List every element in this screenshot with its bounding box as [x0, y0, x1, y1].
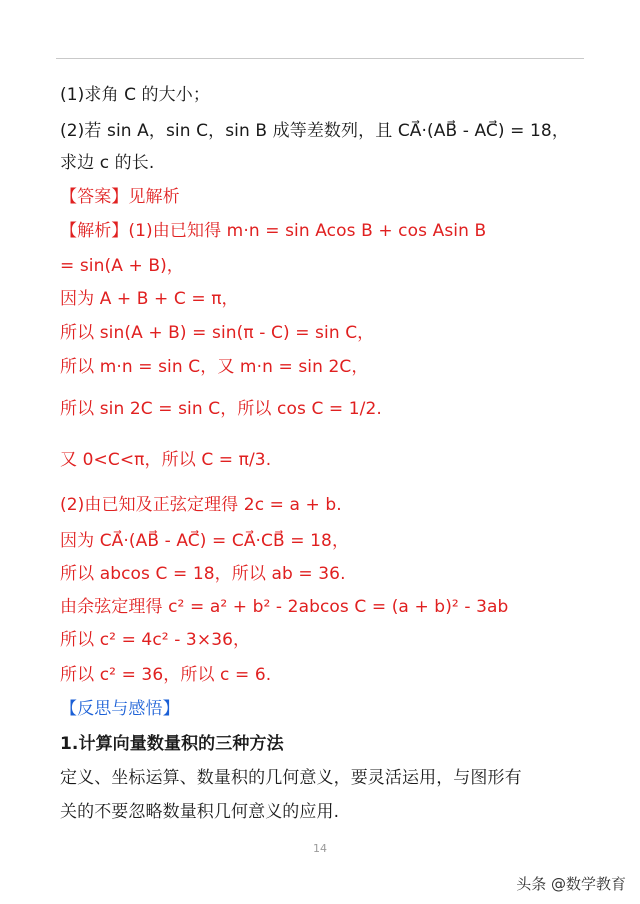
watermark: 头条 @数学教育	[516, 875, 626, 893]
answer-heading: 【答案】见解析	[60, 187, 180, 207]
solution-line: 所以 c² = 4c² - 3×36，	[60, 630, 251, 650]
solution-line: 又 0<C<π，所以 C = π/3.	[60, 450, 272, 470]
solution-line: 由余弦定理得 c² = a² + b² - 2abcos C = (a + b)² - 3ab	[60, 597, 509, 617]
solution-line: = sin(A + B)，	[60, 256, 184, 276]
solution-line: 所以 abcos C = 18，所以 ab = 36.	[60, 564, 346, 584]
question-part-2-cont: 求边 c 的长.	[60, 153, 155, 173]
solution-line: 所以 m·n = sin C，又 m·n = sin 2C，	[60, 357, 369, 377]
top-rule	[56, 58, 584, 59]
solution-line: 因为 A + B + C = π，	[60, 289, 239, 309]
method-text: 定义、坐标运算、数量积的几何意义，要灵活运用，与图形有	[60, 768, 522, 788]
method-text: 关的不要忽略数量积几何意义的应用.	[60, 802, 340, 822]
solution-line: 所以 sin(A + B) = sin(π - C) = sin C，	[60, 323, 375, 343]
method-title: 1.计算向量数量积的三种方法	[60, 734, 284, 754]
page-number: 14	[313, 842, 327, 855]
solution-line: 因为 CA⃗·(AB⃗ - AC⃗) = CA⃗·CB⃗ = 18，	[60, 531, 350, 551]
solution-line: 【解析】(1)由已知得 m·n = sin Acos B + cos Asin B	[60, 221, 487, 241]
question-part-2: (2)若 sin A，sin C，sin B 成等差数列，且 CA⃗·(AB⃗ - AC⃗) = 18，	[60, 121, 569, 141]
question-part-1: (1)求角 C 的大小；	[60, 85, 210, 105]
solution-line: (2)由已知及正弦定理得 2c = a + b.	[60, 495, 342, 515]
solution-line: 所以 c² = 36，所以 c = 6.	[60, 665, 272, 685]
solution-line: 所以 sin 2C = sin C，所以 cos C = 1/2.	[60, 399, 382, 419]
reflection-heading: 【反思与感悟】	[60, 699, 180, 719]
